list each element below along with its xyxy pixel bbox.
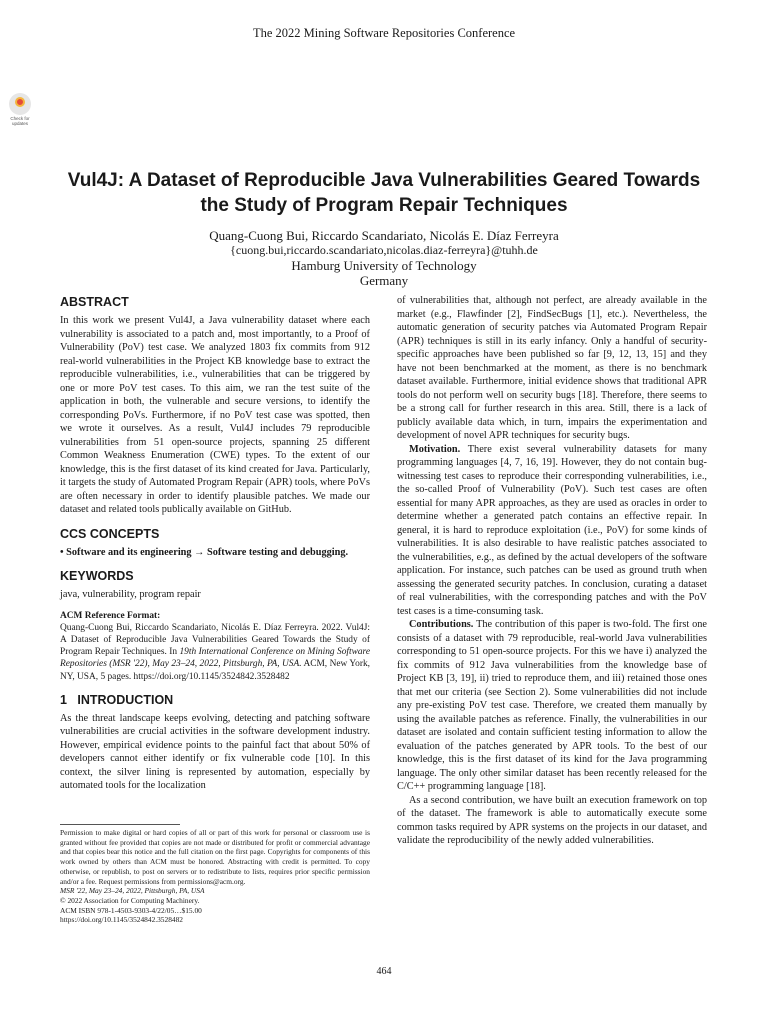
keywords-section — [60, 568, 370, 602]
motivation-label: Motivation. — [409, 443, 461, 455]
badge-label: Check for updates — [10, 116, 30, 126]
ccs-section — [60, 526, 370, 560]
keywords-text: java, vulnerability, program repair — [60, 589, 201, 600]
conference-header: The 2022 Mining Software Repositories Conference — [252, 26, 516, 40]
acm-ref-heading: ACM Reference Format: — [60, 610, 161, 621]
acm-ref-text-b: ACM, New York, NY, USA, 5 pages. https://doi.org/10.1145/3524842.3528482 — [60, 659, 370, 682]
acm-ref-venue: 19th International Conference on Mining Software Repositories (MSR '22), May 23–24, 2022, Pittsburgh, PA, USA. — [60, 647, 370, 670]
footnote — [60, 828, 370, 925]
intro-section — [60, 692, 370, 793]
footnote-venue: MSR '22, May 23–24, 2022, Pittsburgh, PA, USA — [60, 886, 205, 896]
permission-notice: Permission to make digital or hard copies of all or part of this work for personal or classroom use is granted without fee provided that copies are not made or distributed for profit or commercial advantage and that copies bear this notice and the full citation on the first page. Copyrights for components of this work owned by others than ACM must be honored. Abstracting with credit is permitted. To copy otherwise, or republish, to post on servers or to redistribute to lists, requires prior specific permission and/or a fee. Request permissions from permissions@acm.org. — [60, 828, 370, 886]
acm-ref-text — [60, 622, 370, 683]
footnote-doi[interactable]: https://doi.org/10.1145/3524842.3528482 — [60, 915, 183, 925]
check-for-updates-icon — [9, 93, 31, 115]
right-column — [397, 294, 707, 848]
country: Germany — [359, 273, 409, 288]
contributions-label: Contributions. — [409, 619, 474, 630]
contributions-text: The contribution of this paper is two-fold. The first one consists of a dataset with 79 reproducible, real-world Java vulnerabilities corresponding to 51 open-source projects. For this we have i) analyzed the fix commits of 912 Java vulnerabilities from the knowledge base of Project KB [3, 19], ii) tried to reproduce them, and iii) retained those ones that met our criteria (see Section 2). Some vulnerabilities did not include any pre-existing PoV test case. Therefore, we created them manually by using the available patches as reference. Finally, the vulnerabilities in our dataset are isolated and contain sufficient testing information to allow the evaluation of the patches generated by APR tools. To the best of our knowledge, this is the first dataset of its kind for the Java programming language. The only other similar dataset has been recently released for the C/C++ programming language [18]. — [397, 619, 707, 792]
motivation-paragraph — [397, 443, 707, 619]
footnote-divider — [60, 824, 180, 825]
abstract-text: In this work we present Vul4J, a Java vulnerability dataset where each vulnerability is associated to a patch and, most importantly, to a Proof of Vulnerability (PoV) test case. We analyzed 1803 fix commits from 912 real-world vulnerabilities in the Project KB knowledge base to extract the reproducible vulnerabilities, i.e., vulnerabilities that can be triggered by one or more PoV test cases. To this aim, we ran the test suite of the application in both, the vulnerable and secure versions, to identify the corresponding PoVs. Furthermore, if no PoV test case was spotted, then we wrote it ourselves. As a result, Vul4J includes 79 reproducible vulnerabilities from 51 open-source projects, spanning 25 different Common Weakness Enumeration (CWE) types. To the extent of our knowledge, this is the first dataset of its kind created for Java. Particularly, it targets the study of Automated Program Repair (APR) tools, where PoVs are often necessary in order to identify plausible patches. We made our dataset and related tools publically available on GitHub. — [60, 315, 370, 515]
acm-ref-text-a: Quang-Cuong Bui, Riccardo Scandariato, Nicolás E. Díaz Ferreyra. 2022. Vul4J: A Dataset of Reproducible Java Vulnerabilities Geared Towards the Study of Program Repair Techniques. In — [60, 622, 370, 658]
author-emails[interactable]: {cuong.bui,riccardo.scandariato,nicolas.diaz-ferreyra}@tuhh.de — [230, 243, 538, 257]
affiliation: Hamburg University of Technology — [291, 258, 477, 273]
author-names: Quang-Cuong Bui, Riccardo Scandariato, Nicolás E. Díaz Ferreyra — [209, 228, 559, 243]
contributions-paragraph — [397, 618, 707, 794]
footnote-isbn: ACM ISBN 978-1-4503-9303-4/22/05…$15.00 — [60, 905, 202, 915]
intro-paragraph-1: of vulnerabilities that, although not perfect, are already available in the market (e.g., Flawfinder [2], FindSecBugs [1], etc.). Nevertheless, the automatic generation of security patches via Automated Program Repair (APR) techniques is still in its early infancy. Only a handful of security-specific approaches have been published so far [9, 12, 13, 15] and they have not been benchmarked at the moment, as there is no benchmark dataset available. Furthermore, initial evidence shows that traditional APR tools do not perform well on security bugs [18]. Therefore, there seems to be a strong call for further research in this area. Still, there is a lack of publicly available data which, in turn, impairs the experimentation and development of novel APR techniques for security bugs. — [397, 295, 707, 441]
footnote-copyright: © 2022 Association for Computing Machinery. — [60, 895, 200, 905]
ccs-heading: CCS CONCEPTS — [60, 526, 160, 541]
author-block — [0, 228, 768, 288]
left-column — [60, 294, 370, 793]
intro-text: As the threat landscape keeps evolving, detecting and patching software vulnerabilities are crucial activities in the software development industry. However, empirical evidence points to the painful fact that about 50% of developers cannot either identify or fix vulnerable code [10]. In this context, the silver lining is represented by automation, especially by automated tools for the localization — [60, 712, 370, 792]
intro-heading: 1 INTRODUCTION — [60, 692, 174, 707]
second-contribution-paragraph: As a second contribution, we have built an execution framework on top of the dataset. The framework is able to automatically execute some common tasks required by APR systems on the projects in our dataset, and validate the reproducibility of the newly added vulnerabilities. — [397, 794, 707, 846]
check-for-updates-badge[interactable] — [6, 93, 34, 126]
abstract-heading: ABSTRACT — [60, 295, 129, 309]
keywords-heading: KEYWORDS — [60, 569, 134, 583]
page-number: 464 — [376, 966, 392, 977]
ccs-text: • Software and its engineering → Software testing and debugging. — [60, 546, 349, 558]
paper-title: Vul4J: A Dataset of Reproducible Java Vulnerabilities Geared Towards the Study of Program Repair Techniques — [67, 170, 701, 216]
motivation-text: There exist several vulnerability datasets for many programming languages [4, 7, 16, 19]. However, they do not contain bug-witnessing test cases to reproduce their corresponding vulnerabilities, i.e., the so-called Proof of Vulnerability (PoV). Such test cases are often essential for many APR approaches, as they are used as oracles in order to determine whether a generated patch contains an effective repair. In general, it is hard to reproduce exploitation (i.e., PoV) for some kinds of vulnerabilities. It is also desirable to have realistic patches associated to the vulnerabilities, e.g., as defined by the actual developers of the software application. For instance, such patches can be used as ground truth when assessing the generated security patches. In conclusion, curating a dataset of real vulnerabilities, with the corresponding patches and with the PoV test cases is a time-consuming task. — [397, 443, 707, 617]
